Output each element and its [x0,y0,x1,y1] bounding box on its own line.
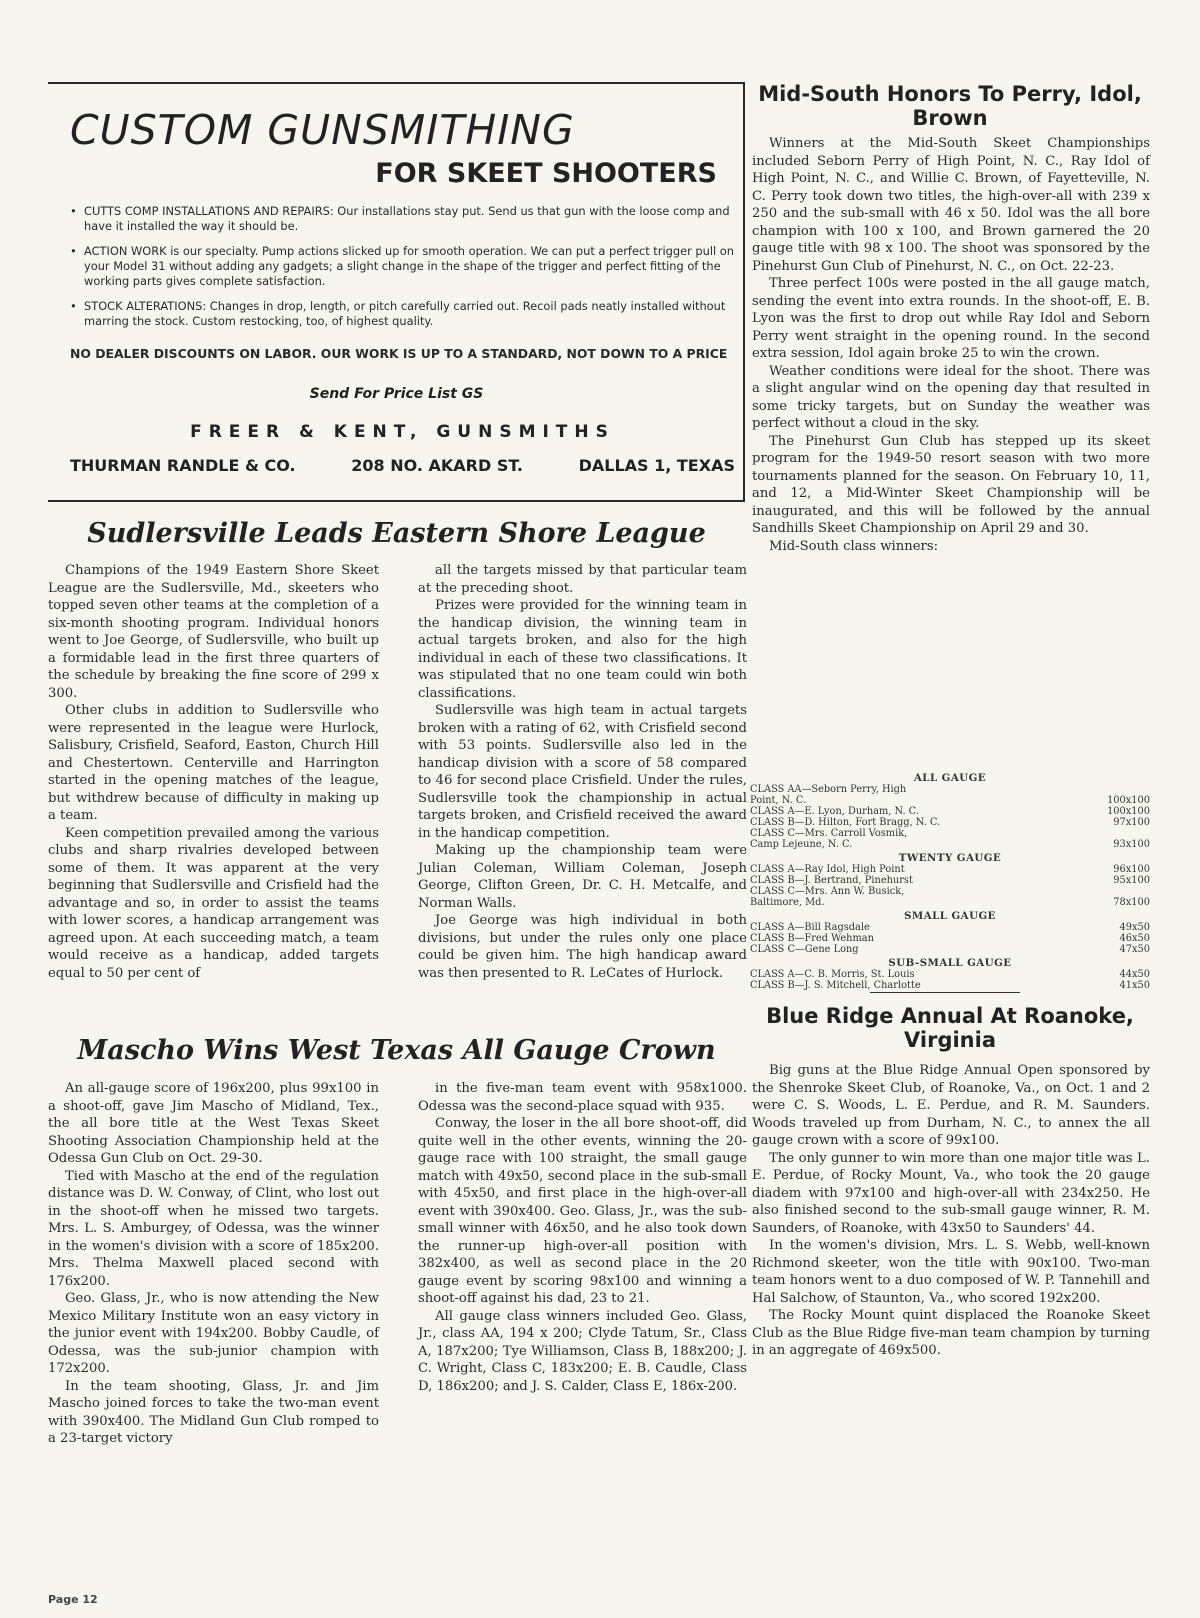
results-row: CLASS C—Mrs. Ann W. Busick, [750,886,905,897]
results-group-heading: SUB-SMALL GAUGE [888,957,1012,969]
ad-firm-name: FREER & KENT, GUNSMITHS [190,422,615,442]
ad-bullet: • ACTION WORK is our specialty. Pump actions slicked up for smooth operation. We can put a perfect trigger pull on your Model 31 without adding any gadgets; a slight change in the shape of the trigger and perfect fitting of the working parts gives complete satisfaction. [70,244,734,288]
paragraph: Three perfect 100s were posted in the all gauge match, sending the event into extra rounds. In the shoot-off, E. B. Lyon was the first to drop out while Ray Idol and Seborn Perry went straight in the opening round. In the second extra session, Idol again broke 25 to win the crown. [752,276,1150,361]
paragraph: Other clubs in addition to Sudlersville who were represented in the league were Hurlock, Salisbury, Crisfield, Seaford, Easton, Church Hill and Chestertown. Centerville and Harrington started in the opening matches of the league, but withdrew because of difficulty in making up a team. [48,703,379,823]
results-row: Point, N. C. 100x100 [750,795,1150,806]
results-row: CLASS A—E. Lyon, Durham, N. C. 100x100 [750,806,1150,817]
paragraph: Geo. Glass, Jr., who is now attending the New Mexico Military Institute won an easy victory in the junior event with 194x200. Bobby Caudle, of Odessa, was the sub-junior champion with 172x200. [48,1291,379,1376]
paragraph: An all-gauge score of 196x200, plus 99x100 in a shoot-off, gave Jim Mascho of Midland, Tex., the all bore title at the West Texas Skeet Shooting Association Championship held at the Odessa Gun Club on Oct. 29-30. [48,1081,379,1166]
results-row: CLASS C—Gene Long 47x50 [750,944,1150,955]
paragraph: in the five-man team event with 958x1000. Odessa was the second-place squad with 935. [418,1081,747,1114]
ad-subtitle: FOR SKEET SHOOTERS [375,158,717,189]
paragraph: Prizes were provided for the winning team in the handicap division, the winning team in actual targets broken, and also for the high individual in each of these two classifications. It was stipulated that no one team could win both classifications. [418,598,747,701]
paragraph: Tied with Mascho at the end of the regulation distance was D. W. Conway, of Clint, who lost out in the shoot-off when he missed two targets. Mrs. L. S. Amburgey, of Odessa, was the winner in the women's division with a score of 185x200. Mrs. Thelma Maxwell placed second with 176x200. [48,1168,379,1289]
paragraph: Joe George was high individual in both divisions, but under the rules only one place could be given him. The high handicap award was then presented to R. LeCates of Hurlock. [418,913,747,981]
ad-price-list: Send For Price List GS [309,386,484,402]
paragraph: The Pinehurst Gun Club has stepped up its skeet program for the 1949-50 resort season with two more tournaments planned for the season. On February 10, 11, and 12, a Mid-Winter Skeet Championship will be inaugurated, and this will be followed by the annual Sandhills Skeet Championship on April 29 and 30. [752,433,1150,536]
paragraph: Winners at the Mid-South Skeet Championships included Seborn Perry of High Point, N. C., Ray Idol of High Point, N. C., and Willie C. Brown, of Fayetteville, N. C. Perry took down two titles, the high-over-all with 239 x 250 and the sub-small with 46 x 50. Idol was the all bore champion with 100 x 100, and Brown garnered the 20 gauge title with 98 x 100. The shoot was sponsored by the Pinehurst Gun Club of Pinehurst, N. C., on Oct. 22-23. [752,136,1150,274]
article-sudlersville-column-1 [48,562,379,982]
results-row: CLASS B—D. Hilton, Fort Bragg, N. C. 97x100 [750,817,1150,828]
paragraph: In the women's division, Mrs. L. S. Webb, well-known Richmond skeeter, won the title with 90x100. Two-man team honors went to a duo composed of W. P. Tannehill and Hal Salchow, of Staunton, Va., who scored 192x200. [752,1238,1150,1306]
results-group [750,911,1150,955]
paragraph: Champions of the 1949 Eastern Shore Skeet League are the Sudlersville, Md., skeeters who topped seven other teams at the completion of a six-month shooting program. Individual honors went to Joe George, of Sudlersville, who built up a formidable lead in the first three quarters of the schedule by breaking the fine score of 299 x 300. [48,563,379,701]
ad-address-city: DALLAS 1, TEXAS [578,456,735,475]
results-row: Baltimore, Md. 78x100 [750,897,1150,908]
article-headline-sudlersville: Sudlersville Leads Eastern Shore League [87,518,706,549]
results-group-heading: ALL GAUGE [913,772,987,784]
results-group [750,958,1150,991]
results-row: CLASS B—Fred Wehman 46x50 [750,933,1150,944]
article-sudlersville-column-2 [418,562,747,982]
paragraph: The Rocky Mount quint displaced the Roanoke Skeet Club as the Blue Ridge five-man team champion by turning in an aggregate of 469x500. [752,1308,1150,1358]
article-mascho-column-1 [48,1080,379,1448]
paragraph: Sudlersville was high team in actual targets broken with a rating of 62, with Crisfield second with 53 points. Sudlersville also led in the handicap division with a score of 58 compared to 46 for second place Crisfield. Under the rules, Sudlersville took the championship in actual targets broken, and Crisfield received the award in the handicap competition. [418,703,747,841]
results-group [750,773,1150,850]
results-divider [870,992,1020,993]
paragraph: The only gunner to win more than one major title was L. E. Perdue, of Rocky Mount, Va., who took the 20 gauge diadem with 97x100 and high-over-all with 234x250. He also finished second to the sub-small gauge winner, R. M. Saunders, of Roanoke, with 43x50 to Saunders' 44. [752,1150,1150,1236]
page-number: Page 12 [48,1593,98,1606]
ad-address [70,456,735,475]
paragraph: all the targets missed by that particular team at the preceding shoot. [418,563,747,596]
paragraph: Mid-South class winners: [769,538,939,554]
ad-no-discount: NO DEALER DISCOUNTS ON LABOR. OUR WORK IS UP TO A STANDARD, NOT DOWN TO A PRICE [70,346,728,361]
results-group-heading: SMALL GAUGE [904,910,996,922]
paragraph: Making up the championship team were Julian Coleman, William Coleman, Joseph George, Clifton Green, Dr. C. H. Metcalfe, and Norman Walls. [418,843,747,911]
paragraph: Conway, the loser in the all bore shoot-off, did quite well in the other events, winning the 20-gauge race with 100 straight, the small gauge match with 49x50, second place in the sub-small with 45x50, and first place in the high-over-all event with 390x400. Geo. Glass, Jr., was the sub-small winner with 46x50, and he also took down the runner-up high-over-all position with 382x400, as well as second place in the 20 gauge event by scoring 98x100 and winning a shoot-off against his dad, 23 to 21. [418,1116,747,1306]
paragraph: Weather conditions were ideal for the shoot. There was a slight angular wind on the opening day that resulted in some tricky targets, but on Sunday the weather was perfect without a cloud in the sky. [752,363,1150,431]
paragraph: In the team shooting, Glass, Jr. and Jim Mascho joined forces to take the two-man event with 390x400. The Midland Gun Club romped to a 23-target victory [48,1378,379,1446]
paragraph: Big guns at the Blue Ridge Annual Open sponsored by the Shenroke Skeet Club, of Roanoke, Va., on Oct. 1 and 2 were C. S. Woods, L. E. Perdue, and R. M. Saunders. Woods traveled up from Durham, N. C., to annex the all gauge crown with a score of 99x100. [752,1063,1150,1148]
results-row: CLASS A—C. B. Morris, St. Louis 44x50 [750,969,1150,980]
article-headline-mid-south: Mid-South Honors To Perry, Idol, Brown [758,82,1142,130]
results-group-heading: TWENTY GAUGE [898,852,1002,864]
results-row: CLASS A—Ray Idol, High Point 96x100 [750,864,1150,875]
results-row: CLASS C—Mrs. Carroll Vosmik, [750,828,908,839]
ad-bullet-list [70,204,735,339]
article-mascho-column-2 [418,1080,747,1395]
results-row: CLASS AA—Seborn Perry, High [750,784,907,795]
article-headline-blue-ridge: Blue Ridge Annual At Roanoke, Virginia [766,1004,1134,1052]
article-blue-ridge-body [752,1062,1150,1360]
ad-address-company: THURMAN RANDLE & CO. [70,456,296,475]
paragraph: Keen competition prevailed among the various clubs and sharp rivalries developed between some of them. It was apparent at the very beginning that Sudlersville and Crisfield had the advantage and so, in order to assist the teams with lower scores, a handicap arrangement was agreed upon. At each succeeding match, a team would receive as a handicap, added targets equal to 50 per cent of [48,825,379,981]
results-row: Camp Lejeune, N. C. 93x100 [750,839,1150,850]
ad-bullet: • CUTTS COMP INSTALLATIONS AND REPAIRS: Our installations stay put. Send us that gun with the loose comp and have it installed the way it should be. [70,204,730,233]
results-row: CLASS B—J. S. Mitchell, Charlotte 41x50 [750,980,1150,991]
advertisement-box [48,82,745,502]
mid-south-results-list [750,770,1150,991]
paragraph: All gauge class winners included Geo. Glass, Jr., class AA, 194 x 200; Clyde Tatum, Sr., Class A, 187x200; Tye Williamson, Class B, 188x200; J. C. Wright, Class C, 183x200; E. B. Caudle, Class D, 186x200; and J. S. Calder, Class E, 186x-200. [418,1308,747,1394]
results-row: CLASS B—J. Bertrand, Pinehurst 95x100 [750,875,1150,886]
ad-title: CUSTOM GUNSMITHING [70,106,575,154]
article-mid-south-body [752,135,1150,555]
ad-bullet: • STOCK ALTERATIONS: Changes in drop, length, or pitch carefully carried out. Recoil pads neatly installed without marring the stock. Custom restocking, too, of highest quality. [70,299,726,328]
ad-address-street: 208 NO. AKARD ST. [351,456,523,475]
results-row: CLASS A—Bill Ragsdale 49x50 [750,922,1150,933]
article-headline-mascho: Mascho Wins West Texas All Gauge Crown [77,1035,716,1066]
results-group [750,853,1150,908]
